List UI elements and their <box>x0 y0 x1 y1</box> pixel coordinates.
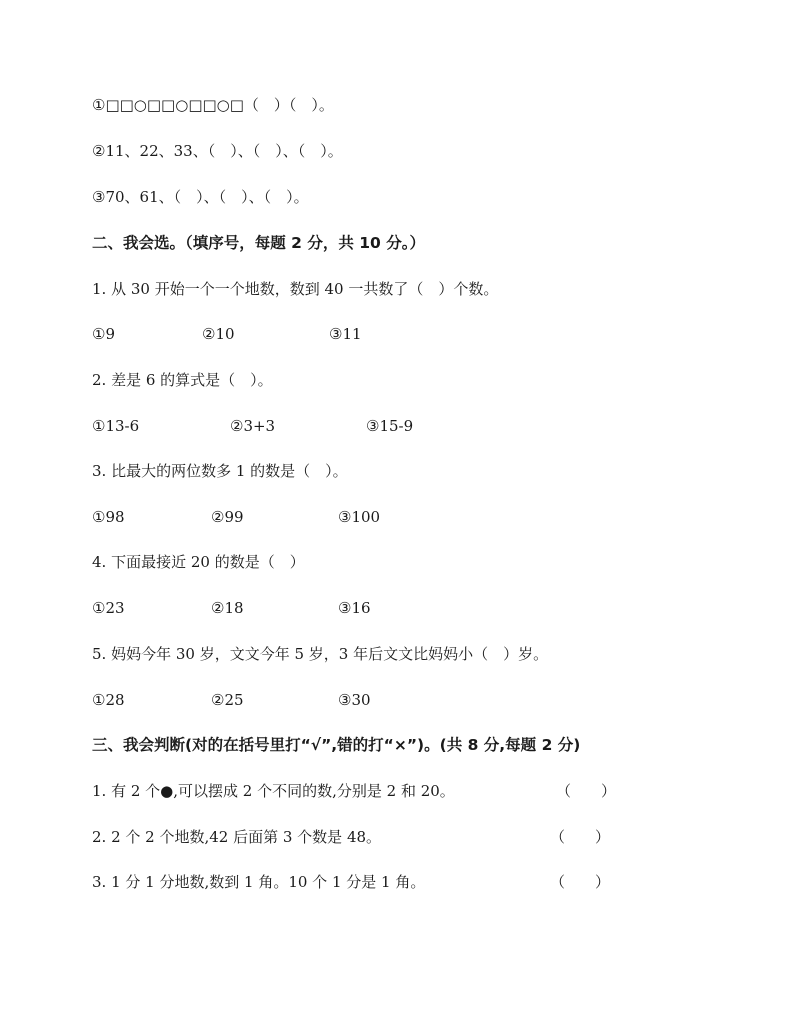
judge-item-3-text: 3. 1 分 1 分地数,数到 1 角。10 个 1 分是 1 角。 <box>92 873 426 891</box>
judge-item-2-answer-bracket[interactable]: （ ） <box>550 828 611 846</box>
choice-question-2: 2. 差是 6 的算式是（ ）。 <box>92 371 273 389</box>
option-4-a: ①23 <box>92 599 125 617</box>
sequence-item-2: ②11、22、33、（ ）、（ ）、（ ）。 <box>92 142 343 160</box>
option-1-a: ①9 <box>92 325 115 343</box>
choice-question-4: 4. 下面最接近 20 的数是（ ） <box>92 553 305 571</box>
judge-item-3-answer-bracket[interactable]: （ ） <box>550 873 611 891</box>
option-5-a: ①28 <box>92 691 125 709</box>
choice-question-3: 3. 比最大的两位数多 1 的数是（ ）。 <box>92 462 348 480</box>
sequence-item-1: ①□□○□□○□□○□（ ）（ ）。 <box>92 96 334 114</box>
section-2-heading: 二、我会选。（填序号，每题 2 分，共 10 分。） <box>92 234 425 252</box>
option-2-b: ②3+3 <box>230 417 276 435</box>
choice-question-5: 5. 妈妈今年 30 岁，文文今年 5 岁，3 年后文文比妈妈小（ ）岁。 <box>92 645 549 663</box>
option-2-a: ①13-6 <box>92 417 140 435</box>
sequence-item-3: ③70、61、（ ）、（ ）、（ ）。 <box>92 188 309 206</box>
judge-item-3 <box>92 871 632 893</box>
option-5-b: ②25 <box>211 691 244 709</box>
option-1-c: ③11 <box>329 325 362 343</box>
judge-item-1-text: 1. 有 2 个●,可以摆成 2 个不同的数,分别是 2 和 20。 <box>92 782 455 800</box>
choice-options-1 <box>92 323 712 345</box>
choice-options-2 <box>92 415 712 437</box>
option-2-c: ③15-9 <box>366 417 414 435</box>
option-1-b: ②10 <box>202 325 235 343</box>
section-3-heading: 三、我会判断(对的在括号里打“√”,错的打“×”)。(共 8 分,每题 2 分) <box>92 736 581 754</box>
choice-options-5 <box>92 689 712 711</box>
judge-item-1 <box>92 780 632 802</box>
judge-item-2-text: 2. 2 个 2 个地数,42 后面第 3 个数是 48。 <box>92 828 382 846</box>
choice-question-1: 1. 从 30 开始一个一个地数，数到 40 一共数了（ ）个数。 <box>92 280 499 298</box>
option-4-b: ②18 <box>211 599 244 617</box>
judge-item-1-answer-bracket[interactable]: （ ） <box>556 782 617 800</box>
choice-options-3 <box>92 506 712 528</box>
option-3-a: ①98 <box>92 508 125 526</box>
judge-item-2 <box>92 826 632 848</box>
option-3-c: ③100 <box>338 508 381 526</box>
option-3-b: ②99 <box>211 508 244 526</box>
option-4-c: ③16 <box>338 599 371 617</box>
choice-options-4 <box>92 597 712 619</box>
option-5-c: ③30 <box>338 691 371 709</box>
